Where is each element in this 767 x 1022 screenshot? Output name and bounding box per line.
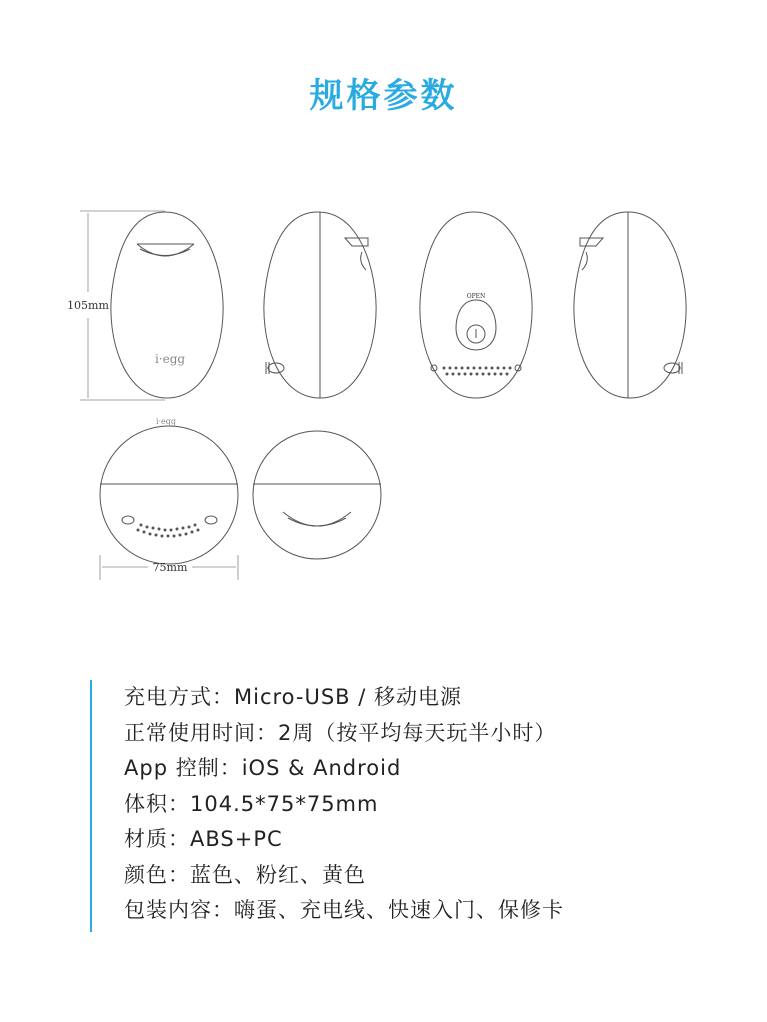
egg-bottom-view	[100, 426, 238, 564]
page-title: 规格参数	[309, 76, 458, 116]
spec-material: 材质：ABS+PC	[124, 827, 283, 851]
egg-side-view-right	[574, 212, 686, 398]
brand-mark: i·egg	[154, 352, 186, 366]
width-dimension-label: 75mm	[152, 561, 188, 574]
spec-package-contents: 包装内容：嗨蛋、充电线、快速入门、保修卡	[124, 898, 564, 922]
height-dimension-label: 105mm	[67, 299, 109, 312]
bottom-brand-mark: i·egg	[155, 417, 177, 426]
spec-volume: 体积：104.5*75*75mm	[124, 791, 379, 816]
spec-app-control: App 控制：iOS & Android	[124, 756, 402, 780]
egg-top-view	[253, 431, 381, 559]
spec-list	[90, 680, 564, 932]
spec-colors: 颜色：蓝色、粉红、黄色	[124, 862, 366, 887]
open-button-label: OPEN	[466, 293, 486, 300]
spec-usage-time: 正常使用时间：2周（按平均每天玩半小时）	[124, 720, 557, 745]
egg-front-view	[111, 212, 223, 398]
spec-charging: 充电方式：Micro-USB / 移动电源	[124, 685, 463, 709]
